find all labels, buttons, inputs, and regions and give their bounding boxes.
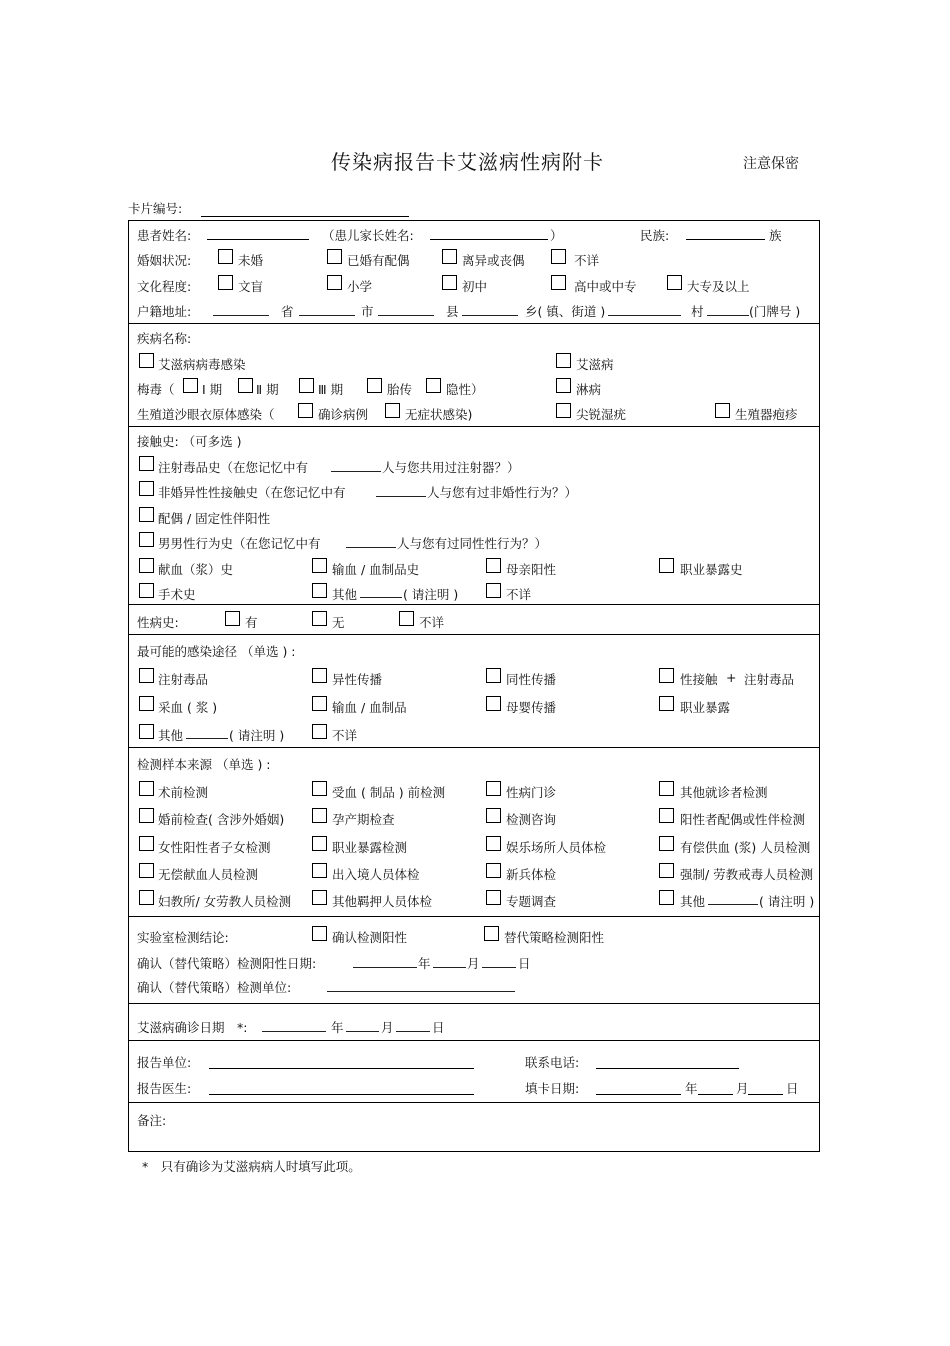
marital-checkbox[interactable] [327, 249, 342, 264]
lab-unit-label: 确认（替代策略）检测单位: [137, 980, 292, 995]
education-checkbox[interactable] [442, 275, 457, 290]
sample-checkbox[interactable] [312, 863, 327, 878]
route-option: 采血 ( 浆 ) [158, 700, 218, 715]
syphilis-stage: Ⅰ 期 [202, 382, 223, 397]
route-other-field[interactable] [186, 738, 228, 739]
doctor-label: 报告医生: [137, 1081, 192, 1096]
contact-checkbox[interactable] [139, 532, 154, 547]
divider-3 [128, 604, 820, 605]
guardian-label: （患儿家长姓名: [322, 228, 414, 243]
sample-checkbox[interactable] [312, 808, 327, 823]
contact-msm-text: 人与您有过同性性行为？） [397, 536, 548, 551]
sample-checkbox[interactable] [659, 863, 674, 878]
address-part: 市 [361, 304, 374, 319]
hetero-count-field[interactable] [376, 496, 426, 497]
route-checkbox[interactable] [312, 668, 327, 683]
education-checkbox[interactable] [551, 275, 566, 290]
route-option: 不详 [332, 728, 358, 743]
diagnosis-label: 艾滋病确诊日期 *: [137, 1020, 248, 1035]
sample-checkbox[interactable] [486, 836, 501, 851]
patient-name-field[interactable] [207, 239, 309, 240]
sample-option: 术前检测 [158, 785, 209, 800]
education-option: 高中或中专 [574, 279, 637, 294]
route-checkbox[interactable] [312, 696, 327, 711]
std-history-option: 有 [245, 615, 258, 630]
contact-checkbox[interactable] [139, 481, 154, 496]
contact-option: 献血（浆）史 [158, 562, 234, 577]
route-option: 其他 [158, 728, 184, 743]
lab-date-unit: 日 [518, 956, 531, 971]
contact-option: 输血 / 血制品史 [332, 562, 420, 577]
contact-option: 不详 [506, 587, 532, 602]
marital-option: 未婚 [238, 253, 264, 268]
sample-option: 职业暴露检测 [332, 840, 408, 855]
address-label: 户籍地址: [137, 304, 192, 319]
lab-label: 实验室检测结论: [137, 930, 229, 945]
fill-year-field[interactable] [596, 1094, 681, 1095]
contact-checkbox[interactable] [139, 456, 154, 471]
syphilis-checkbox[interactable] [238, 378, 253, 393]
address-part: 省 [281, 304, 294, 319]
page-title: 传染病报告卡艾滋病性病附卡 [331, 150, 604, 174]
sample-checkbox[interactable] [659, 808, 674, 823]
disease-checkbox[interactable] [715, 403, 730, 418]
township-field[interactable] [462, 315, 518, 316]
route-option: 输血 / 血制品 [332, 700, 407, 715]
disease-checkbox[interactable] [556, 353, 571, 368]
sample-option: 婚前检查( 含涉外婚姻) [158, 812, 285, 827]
chlamydia-checkbox[interactable] [298, 403, 313, 418]
phone-label: 联系电话: [525, 1055, 580, 1070]
contact-checkbox[interactable] [139, 558, 154, 573]
sample-option: 出入境人员体检 [332, 867, 420, 882]
route-checkbox[interactable] [312, 724, 327, 739]
route-checkbox[interactable] [486, 668, 501, 683]
sample-option: 娱乐场所人员体检 [506, 840, 607, 855]
lab-option: 替代策略检测阳性 [504, 930, 605, 945]
disease-checkbox[interactable] [556, 403, 571, 418]
disease-option: 艾滋病 [576, 357, 614, 372]
contact-hetero-text: 人与您有过非婚性行为？） [427, 485, 578, 500]
contact-option: 母亲阳性 [506, 562, 557, 577]
sample-option: 女性阳性者子女检测 [158, 840, 271, 855]
contact-other-field[interactable] [360, 597, 402, 598]
msm-count-field[interactable] [346, 547, 396, 548]
sample-checkbox[interactable] [312, 836, 327, 851]
route-option: 异性传播 [332, 672, 383, 687]
diagnosis-year-field[interactable] [262, 1031, 326, 1032]
divider-8 [128, 1040, 820, 1041]
contact-hetero-text: 非婚异性性接触史（在您记忆中有 [158, 485, 346, 500]
contact-option: 手术史 [158, 587, 196, 602]
syphilis-stage: Ⅲ 期 [318, 382, 344, 397]
lab-date-unit: 年 [418, 956, 431, 971]
std-history-checkbox[interactable] [399, 611, 414, 626]
diagnosis-date-unit: 月 [381, 1020, 394, 1035]
sample-option: 受血 ( 制品 ) 前检测 [332, 785, 446, 800]
fill-date-unit: 月 [736, 1081, 749, 1096]
marital-checkbox[interactable] [218, 249, 233, 264]
sample-checkbox[interactable] [659, 781, 674, 796]
divider-1 [128, 323, 820, 324]
sample-checkbox[interactable] [659, 890, 674, 905]
fill-month-field[interactable] [698, 1094, 733, 1095]
sample-option: 有偿供血 (浆) 人员检测 [680, 840, 811, 855]
syphilis-stage: 隐性） [446, 382, 484, 397]
sample-option: ( 请注明 ) [759, 894, 815, 909]
ethnic-suffix: 族 [769, 228, 782, 243]
fill-date-unit: 年 [685, 1081, 698, 1096]
contact-checkbox[interactable] [312, 583, 327, 598]
divider-4 [128, 634, 820, 635]
sample-checkbox[interactable] [139, 781, 154, 796]
patient-name-label: 患者姓名: [137, 228, 192, 243]
route-checkbox[interactable] [139, 668, 154, 683]
divider-6 [128, 916, 820, 917]
lab-date-label: 确认（替代策略）检测阳性日期: [137, 956, 317, 971]
doctor-field[interactable] [209, 1094, 474, 1095]
route-label: 最可能的感染途径 （单选 ) : [137, 644, 296, 659]
sample-checkbox[interactable] [139, 836, 154, 851]
contact-option: 其他 [332, 587, 358, 602]
guardian-name-field[interactable] [430, 239, 548, 240]
contact-option: 职业暴露史 [680, 562, 743, 577]
sample-other-field[interactable] [708, 904, 758, 905]
std-history-option: 不详 [419, 615, 445, 630]
sample-option: 强制/ 劳教戒毒人员检测 [680, 867, 814, 882]
card-no-field[interactable] [201, 216, 409, 217]
contact-checkbox[interactable] [486, 583, 501, 598]
marital-label: 婚姻状况: [137, 253, 192, 268]
contact-msm-text: 男男性行为史（在您记忆中有 [158, 536, 321, 551]
syphilis-checkbox[interactable] [367, 378, 382, 393]
lab-checkbox[interactable] [312, 926, 327, 941]
sample-option: 专题调查 [506, 894, 557, 909]
address-part: 乡( 镇、街道 ) [525, 304, 606, 319]
sample-checkbox[interactable] [486, 863, 501, 878]
disease-option: 生殖器疱疹 [735, 407, 798, 422]
education-option: 文盲 [238, 279, 264, 294]
phone-field[interactable] [596, 1068, 739, 1069]
lab-day-field[interactable] [482, 967, 516, 968]
card-no-label: 卡片编号: [128, 201, 183, 216]
diagnosis-date-unit: 日 [432, 1020, 445, 1035]
sample-option: 无偿献血人员检测 [158, 867, 259, 882]
sample-option: 其他就诊者检测 [680, 785, 768, 800]
syphilis-checkbox[interactable] [426, 378, 441, 393]
route-option: 注射毒品 [158, 672, 209, 687]
route-option: 注射毒品 [744, 672, 795, 687]
route-checkbox[interactable] [486, 696, 501, 711]
sample-checkbox[interactable] [139, 808, 154, 823]
chlamydia-label: 生殖道沙眼衣原体感染（ [137, 407, 275, 422]
sample-checkbox[interactable] [312, 890, 327, 905]
sample-checkbox[interactable] [312, 781, 327, 796]
sample-checkbox[interactable] [486, 890, 501, 905]
contact-checkbox[interactable] [659, 558, 674, 573]
education-option: 初中 [462, 279, 488, 294]
remarks-label: 备注: [137, 1113, 167, 1128]
lab-unit-field[interactable] [327, 991, 515, 992]
marital-option: 离异或丧偶 [462, 253, 525, 268]
contact-injection-text: 人与您共用过注射器？） [382, 460, 520, 475]
county-field[interactable] [378, 315, 434, 316]
divider-7 [128, 1003, 820, 1004]
contact-injection-text: 注射毒品史（在您记忆中有 [158, 460, 309, 475]
education-option: 小学 [347, 279, 373, 294]
contact-label: 接触史: （可多选 ) [137, 434, 242, 449]
remarks-field[interactable] [170, 1108, 810, 1146]
city-field[interactable] [299, 315, 355, 316]
confidential-note: 注意保密 [743, 156, 799, 172]
sample-checkbox[interactable] [139, 890, 154, 905]
divider-2 [128, 426, 820, 427]
education-checkbox[interactable] [667, 275, 682, 290]
disease-checkbox[interactable] [556, 378, 571, 393]
chlamydia-checkbox[interactable] [385, 403, 400, 418]
sample-option: 其他 [680, 894, 706, 909]
address-part: 村 [691, 304, 704, 319]
marital-option: 已婚有配偶 [347, 253, 410, 268]
sample-option: 性病门诊 [506, 785, 557, 800]
sample-label: 检测样本来源 （单选 ) : [137, 757, 271, 772]
education-checkbox[interactable] [218, 275, 233, 290]
contact-option: ( 请注明 ) [403, 587, 459, 602]
fill-day-field[interactable] [748, 1094, 783, 1095]
route-option: 性接触 [680, 672, 718, 687]
diagnosis-month-field[interactable] [346, 1031, 379, 1032]
syphilis-stage: Ⅱ 期 [256, 382, 279, 397]
route-checkbox[interactable] [659, 696, 674, 711]
report-unit-field[interactable] [209, 1068, 474, 1069]
disease-option: 淋病 [576, 382, 602, 397]
sample-checkbox[interactable] [659, 836, 674, 851]
marital-checkbox[interactable] [442, 249, 457, 264]
syphilis-label: 梅毒（ [137, 382, 175, 397]
contact-checkbox[interactable] [139, 507, 154, 522]
lab-date-unit: 月 [467, 956, 480, 971]
address-part: 县 [446, 304, 459, 319]
route-option: ( 请注明 ) [229, 728, 285, 743]
report-unit-label: 报告单位: [137, 1055, 192, 1070]
route-checkbox[interactable] [659, 668, 674, 683]
village-field[interactable] [608, 315, 681, 316]
province-field[interactable] [213, 315, 269, 316]
syphilis-checkbox[interactable] [183, 378, 198, 393]
route-option: 母婴传播 [506, 700, 557, 715]
diagnosis-date-unit: 年 [331, 1020, 344, 1035]
fill-date-unit: 日 [786, 1081, 799, 1096]
injection-count-field[interactable] [331, 471, 381, 472]
marital-checkbox[interactable] [551, 249, 566, 264]
route-checkbox[interactable] [139, 696, 154, 711]
marital-option: 不详 [574, 253, 600, 268]
sample-option: 其他羁押人员体检 [332, 894, 433, 909]
disease-label: 疾病名称: [137, 331, 192, 346]
route-option: 职业暴露 [680, 700, 731, 715]
divider-5 [128, 747, 820, 748]
education-label: 文化程度: [137, 279, 192, 294]
lab-option: 确认检测阳性 [332, 930, 408, 945]
education-checkbox[interactable] [327, 275, 342, 290]
std-history-label: 性病史: [137, 615, 179, 630]
disease-option: 尖锐湿疣 [576, 407, 627, 422]
lab-checkbox[interactable] [484, 926, 499, 941]
contact-checkbox[interactable] [486, 558, 501, 573]
syphilis-checkbox[interactable] [299, 378, 314, 393]
sample-option: 妇教所/ 女劳教人员检测 [158, 894, 292, 909]
contact-checkbox[interactable] [139, 583, 154, 598]
chlamydia-option: 无症状感染) [405, 407, 473, 422]
guardian-close: ） [550, 228, 563, 243]
ethnic-label: 民族: [640, 228, 670, 243]
lab-year-field[interactable] [353, 967, 417, 968]
sample-checkbox[interactable] [486, 808, 501, 823]
sample-option: 阳性者配偶或性伴检测 [680, 812, 806, 827]
sample-checkbox[interactable] [486, 781, 501, 796]
route-checkbox[interactable] [139, 724, 154, 739]
address-part: (门牌号 ) [749, 304, 801, 319]
sample-option: 新兵体检 [506, 867, 557, 882]
std-history-checkbox[interactable] [225, 611, 240, 626]
footnote: * 只有确诊为艾滋病病人时填写此项。 [142, 1159, 361, 1174]
route-option: 同性传播 [506, 672, 557, 687]
lab-month-field[interactable] [433, 967, 466, 968]
chlamydia-option: 确诊病例 [318, 407, 369, 422]
sample-option: 检测咨询 [506, 812, 557, 827]
sample-checkbox[interactable] [139, 863, 154, 878]
contact-checkbox[interactable] [312, 558, 327, 573]
syphilis-stage: 胎传 [387, 382, 413, 397]
std-history-option: 无 [332, 615, 345, 630]
ethnic-field[interactable] [686, 239, 765, 240]
sample-option: 孕产期检查 [332, 812, 395, 827]
contact-spouse-text: 配偶 / 固定性伴阳性 [158, 511, 271, 526]
disease-option: 艾滋病病毒感染 [158, 357, 246, 372]
divider-9 [128, 1102, 820, 1103]
house-number-field[interactable] [707, 315, 749, 316]
education-option: 大专及以上 [687, 279, 750, 294]
route-plus: + [726, 670, 737, 685]
disease-checkbox[interactable] [139, 353, 154, 368]
fill-date-label: 填卡日期: [525, 1081, 580, 1096]
diagnosis-day-field[interactable] [396, 1031, 430, 1032]
std-history-checkbox[interactable] [312, 611, 327, 626]
